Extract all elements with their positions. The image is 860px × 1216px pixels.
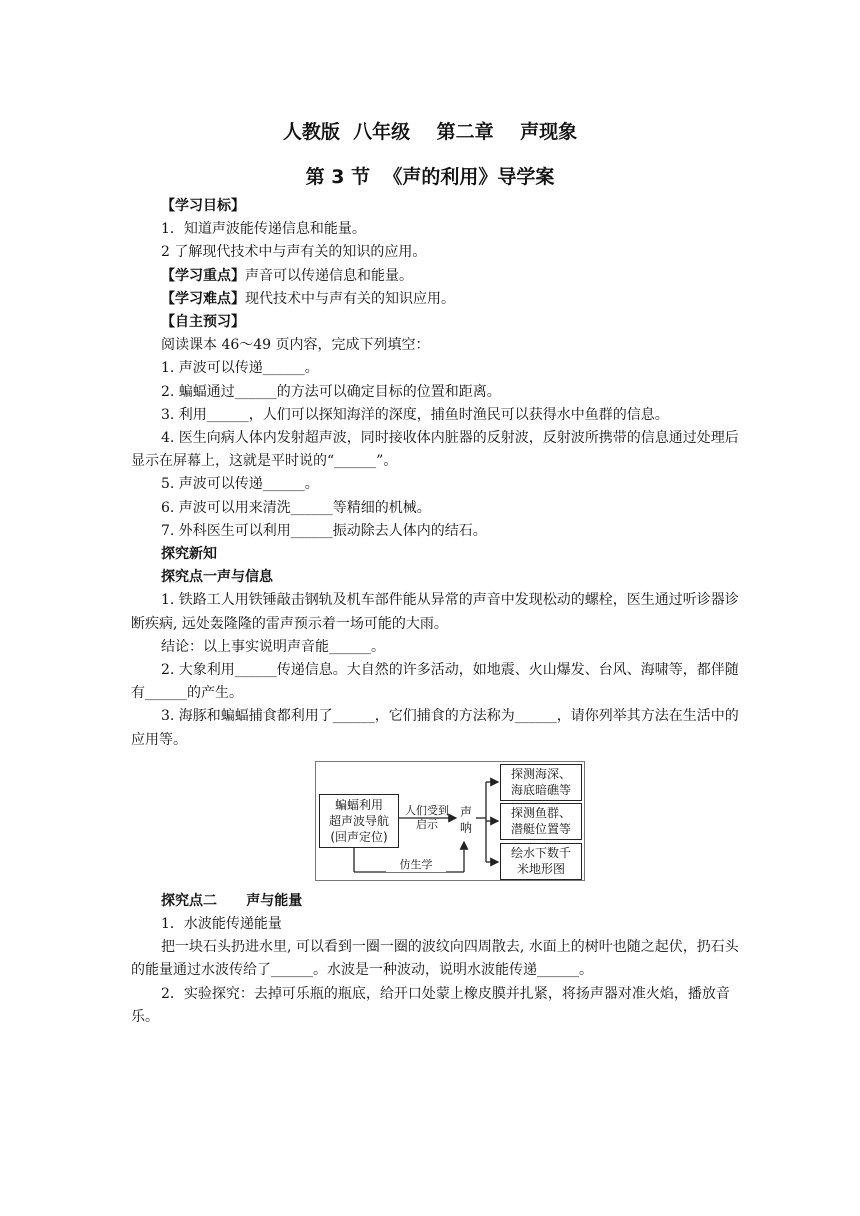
point2-paragraph: 2．实验探究：去掉可乐瓶的瓶底，给开口处蒙上橡皮膜并扎紧，将扬声器对准火焰，播放音乐。 [131, 985, 730, 1025]
preview-item: 4. 医生向病人体内发射超声波，同时接收体内脏器的反射波，反射波所携带的信息通过处理后显示在屏幕上，这就是平时说的“______”。 [131, 430, 739, 470]
sonar-diagram [315, 761, 585, 881]
objective-item: 2 了解现代技术中与声有关的知识的应用。 [161, 244, 427, 261]
diagram-source-box: 蝙蝠利用 超声波导航 (回声定位) [319, 794, 399, 848]
difficulty-text: 现代技术中与声有关的知识应用。 [245, 290, 455, 307]
objective-item: 1．知道声波能传递信息和能量。 [161, 221, 366, 238]
preview-item: 1. 声波可以传递______。 [161, 360, 319, 377]
objectives-label: 【学习目标】 [161, 198, 245, 214]
point1-paragraph: 2. 大象利用______传递信息。大自然的许多活动，如地震、火山爆发、台风、海啸等，都伴随有______的产生。 [131, 662, 739, 702]
document-body [131, 195, 741, 1029]
document-subtitle: 第 3 节 《声的利用》导学案 [305, 166, 555, 188]
difficulty-label: 【学习难点】 [161, 290, 245, 307]
preview-intro: 阅读课本 46～49 页内容，完成下列填空： [161, 337, 430, 354]
diagram-output-box: 探测海深、 海底暗礁等 [500, 764, 582, 801]
preview-item: 7. 外科医生可以利用______振动除去人体内的结石。 [161, 522, 487, 539]
point1-heading: 探究点一声与信息 [161, 569, 273, 586]
key-point-text: 声音可以传递信息和能量。 [245, 267, 413, 284]
point1-conclusion: 结论：以上事实说明声音能______。 [161, 638, 385, 655]
explore-heading: 探究新知 [161, 546, 217, 563]
point2-heading: 探究点二 声与能量 [161, 892, 303, 909]
diagram-output-box: 绘水下数千 米地形图 [500, 843, 582, 880]
point2-item: 1．水波能传递能量 [161, 916, 282, 933]
point1-paragraph: 3. 海豚和蝙蝠捕食都利用了______，它们捕食的方法称为______，请你列举其方法在生活中的应用等。 [131, 708, 739, 748]
preview-item: 6. 声波可以用来清洗______等精细的机械。 [161, 499, 431, 516]
preview-item: 3. 利用______，人们可以探知海洋的深度，捕鱼时渔民可以获得水中鱼群的信息。 [161, 406, 669, 423]
preview-item: 2. 蝙蝠通过______的方法可以确定目标的位置和距离。 [161, 383, 501, 400]
diagram-bottom-label: 仿生学 [386, 858, 446, 872]
preview-item: 5. 声波可以传递______。 [161, 476, 319, 493]
diagram-output-box: 探测鱼群、 潜艇位置等 [500, 803, 582, 840]
diagram-arrow-label: 人们受到 启示 [405, 803, 449, 831]
point1-paragraph: 1. 铁路工人用铁锤敲击钢轨及机车部件能从异常的声音中发现松动的螺栓，医生通过听诊器诊断疾病, 远处轰隆隆的雷声预示着一场可能的大雨。 [131, 592, 739, 632]
preview-label: 【自主预习】 [161, 314, 245, 331]
diagram-sonar-label: 声 呐 [459, 804, 472, 835]
point2-paragraph: 把一块石头扔进水里, 可以看到一圈一圈的波纹向四周散去, 水面上的树叶也随之起伏，扔石头的能量通过水波传给了______。水波是一种波动，说明水波能传递______。 [131, 939, 739, 979]
key-point-label: 【学习重点】 [161, 267, 245, 284]
document-title: 人教版 八年级 第二章 声现象 [282, 121, 578, 143]
